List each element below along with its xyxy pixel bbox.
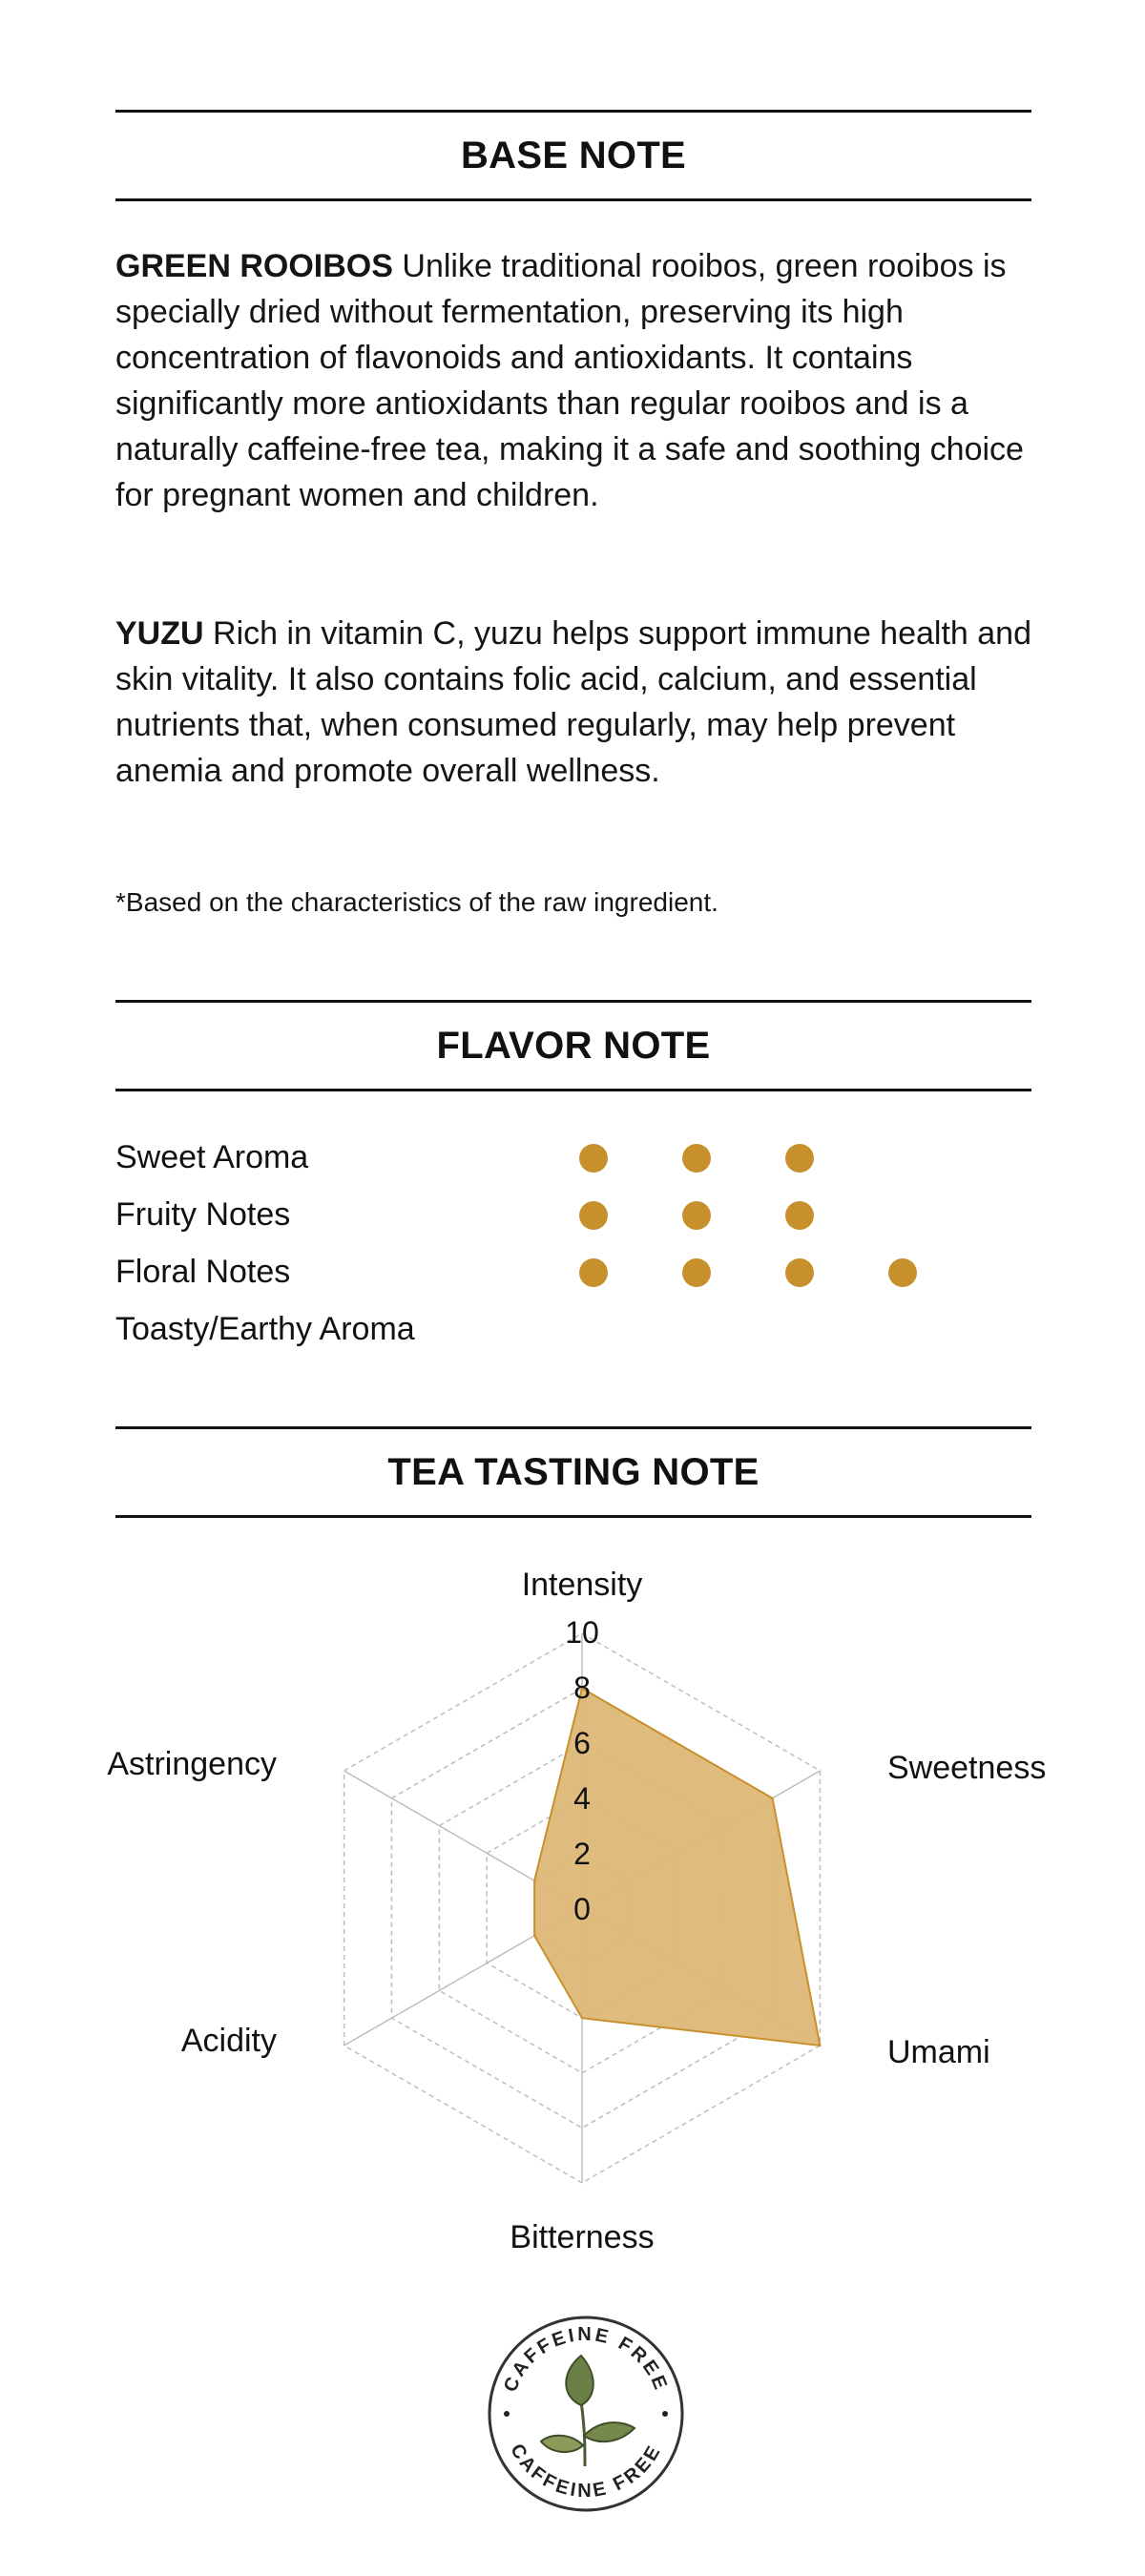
ingredient-description: Unlike traditional rooibos, green rooibos is specially dried without fermentation, preserving its high concentration of flavonoids and antioxidants. It contains significantly more antioxidants than regular rooibos and is a naturally caffeine-free tea, making it a safe and soothing choice for pregnant women and children. [115,248,1024,513]
footnote: *Based on the characteristics of the raw ingredient. [115,887,718,917]
flavor-dot [682,1144,711,1173]
ingredient-name: YUZU [115,615,204,652]
tasting-note-header [115,1426,1031,1518]
flavor-row-floral-notes [115,1253,1031,1291]
radar-tick-label: 10 [565,1615,599,1650]
radar-tick-label: 0 [573,1892,591,1926]
badge-bottom-text: CAFFEINE FREE [506,2440,666,2503]
divider [115,198,1031,201]
radar-axis-label: Umami [887,2034,990,2070]
radar-axis-label: Intensity [521,1567,643,1603]
ingredient-yuzu [115,611,1031,794]
caffeine-free-badge [486,2314,686,2514]
flavor-row-toasty-earthy [115,1310,1031,1348]
tea-leaves-icon [541,2356,635,2466]
flavor-dot [579,1201,608,1230]
flavor-row-fruity-notes [115,1195,1031,1234]
ingredient-green-rooibos [115,243,1031,518]
flavor-dot [888,1258,917,1287]
radar-axis-label: Bitterness [510,2219,655,2255]
flavor-note-header [115,1000,1031,1091]
flavor-row-sweet-aroma [115,1138,1031,1176]
flavor-dot [785,1144,814,1173]
radar-tick-label: 4 [573,1781,591,1816]
badge-dot [662,2411,668,2417]
flavor-dot [682,1201,711,1230]
radar-tick-label: 6 [573,1726,591,1760]
base-note-title: BASE NOTE [460,135,687,177]
flavor-dot [682,1258,711,1287]
flavor-label: Fruity Notes [115,1196,291,1233]
base-note-header [115,110,1031,201]
flavor-dot [579,1144,608,1173]
badge-dot [504,2411,510,2417]
flavor-label: Floral Notes [115,1254,291,1290]
radar-axis-label: Acidity [180,2023,277,2059]
ingredient-description: Rich in vitamin C, yuzu helps support immune health and skin vitality. It also contains folic acid, calcium, and essential nutrients that, when consumed regularly, may help prevent anemia and promote overall wellness. [115,615,1031,789]
flavor-note-title: FLAVOR NOTE [436,1025,711,1067]
flavor-dot [785,1258,814,1287]
divider [115,1089,1031,1091]
radar-axis-label: Sweetness [887,1750,1047,1786]
radar-chart [0,1546,1145,2271]
radar-tick-label: 2 [573,1837,591,1871]
badge-top-text: CAFFEINE FREE [499,2324,673,2396]
ingredient-name: GREEN ROOIBOS [115,248,393,284]
flavor-label: Toasty/Earthy Aroma [115,1311,415,1347]
radar-axis-label: Astringency [107,1746,277,1782]
tasting-note-title: TEA TASTING NOTE [387,1451,760,1493]
radar-tick-label: 8 [573,1671,591,1705]
flavor-label: Sweet Aroma [115,1139,309,1175]
divider [115,1515,1031,1518]
flavor-dot [785,1201,814,1230]
flavor-dot [579,1258,608,1287]
